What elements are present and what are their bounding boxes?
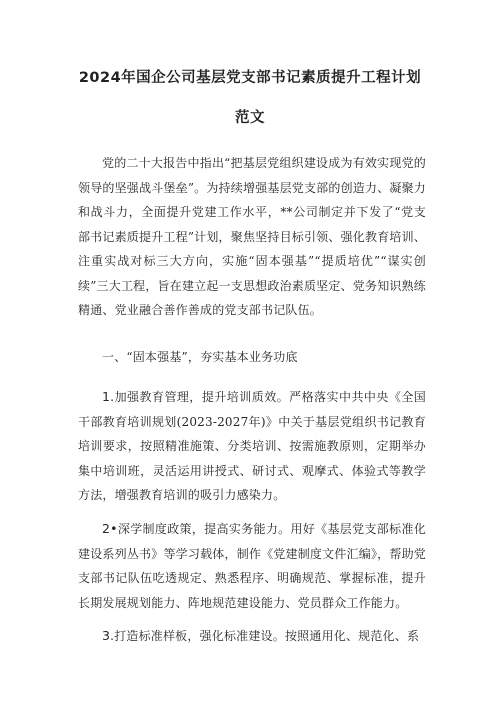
section-item-3 (78, 624, 426, 649)
document-title: 2024年国企公司基层党支部书记素质提升工程计划 (78, 70, 422, 86)
section-item-1 (78, 385, 426, 508)
document-title-continued: 范文 (235, 110, 265, 126)
item-number: 2• (102, 521, 118, 536)
item-number: 3 (102, 628, 111, 643)
item-text: 深学制度政策，提高实务能力。用好《基层党支部标准化建设系列丛书》等学习载体，制作《党建制度文件汇编》，帮助党支部书记队伍吃透规定、熟悉程序、明确规范、掌握标准，提升长期发展规划能力、阵地规范建设能力、党员群众工作能力。 (78, 522, 426, 610)
section-heading: 一、“固本强基”，夯实基本业务功底 (102, 350, 298, 364)
intro-paragraph: 党的二十大报告中指出“把基层党组织建设成为有效实现党的领导的坚强战斗堡垒”。为持续增强基层党支部的创造力、凝聚力和战斗力，全面提升党建工作水平，**公司制定并下发了“党支部书记素质提升工程”计划，聚焦坚持目标引领、强化教育培训、注重实战对标三大方向，实施“固本强基”“提质培优”“谋实创续”三大工程，旨在建立起一支思想政治素质坚定、党务知识熟练精通、党业融合善作善成的党支部书记队伍。 (78, 156, 426, 317)
section-item-2 (78, 517, 426, 615)
item-text: .打造标准样板，强化标准建设。按照通用化、规范化、系 (110, 629, 420, 643)
item-text: 加强教育管理，提升培训质效。严格落实中共中央《全国干部教育培训规划(2023-2027年)》中关于基层党组织书记教育培训要求，按照精准施策、分类培训、按需施教原则，定期举办集中培训班，灵活运用讲授式、研讨式、观摩式、体验式等教学方法，增强教育培训的吸引力感染力。 (78, 390, 426, 502)
item-number: 1. (102, 389, 115, 404)
